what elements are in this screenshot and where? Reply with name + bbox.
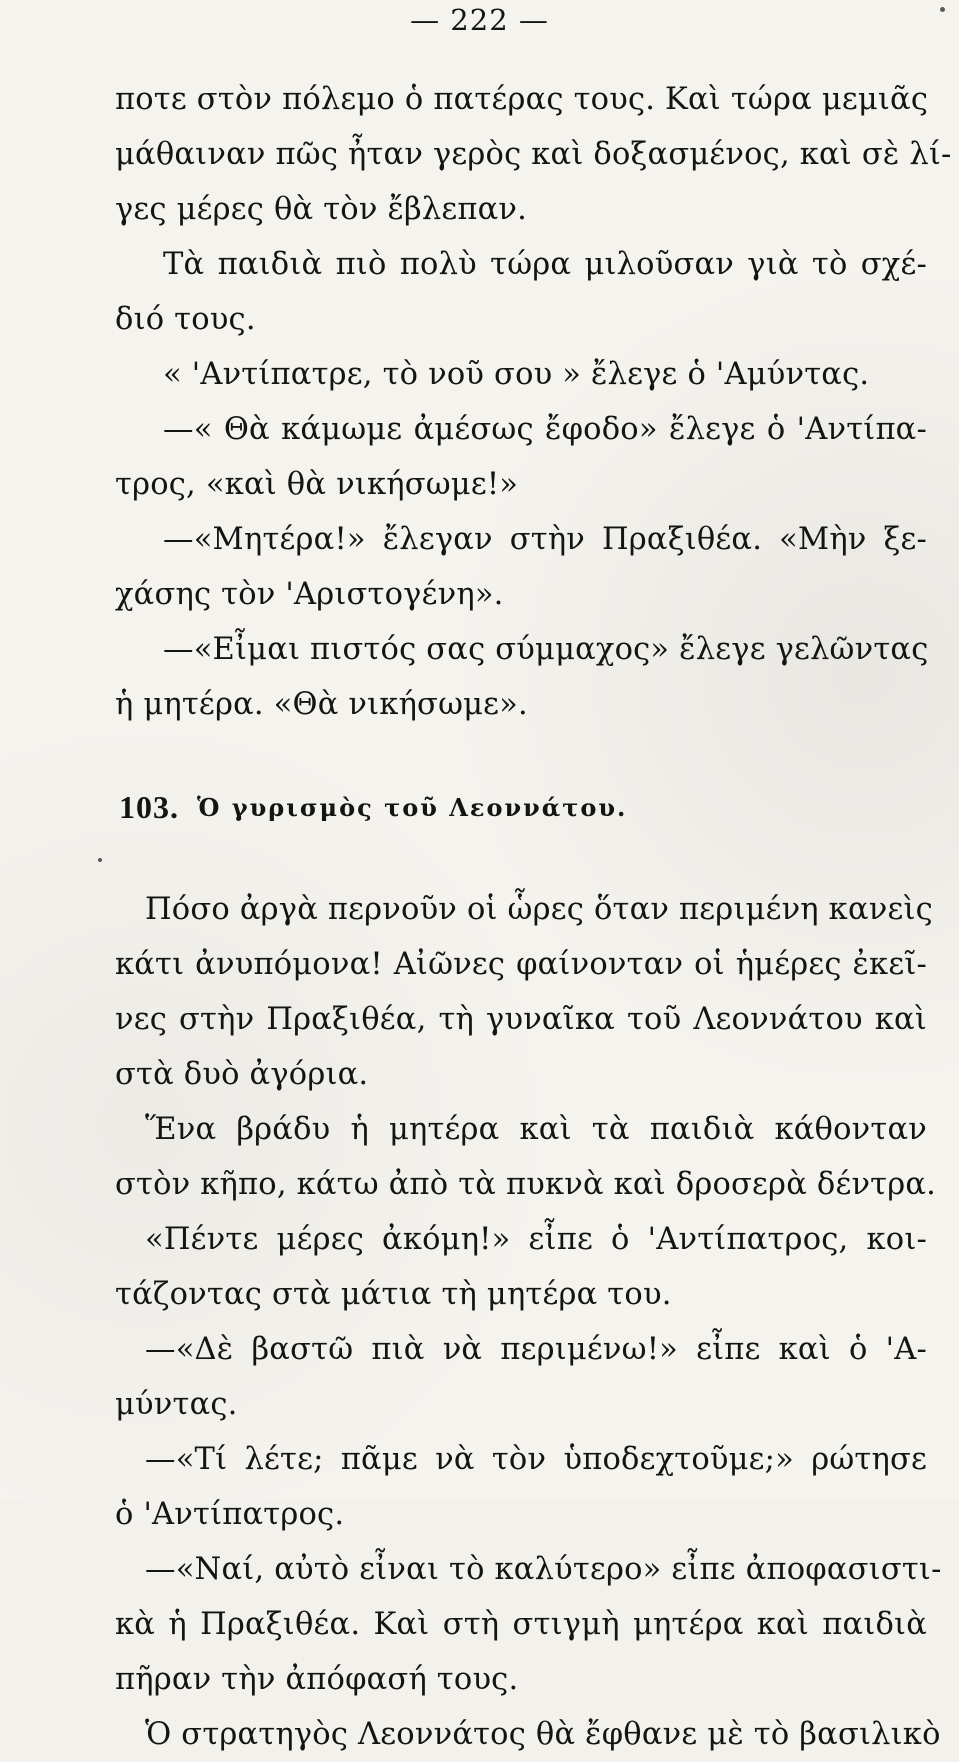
text-line: Πόσο ἀργὰ περνοῦν οἱ ὧρες ὅταν περιμένη κανεὶς [145,892,933,927]
text-line: —«Εἶμαι πιστός σας σύμμαχος» ἔλεγε γελῶντας [163,632,929,667]
text-line: κὰ ἡ Πραξιθέα. Καὶ στὴ στιγμὴ μητέρα καὶ παιδιὰ [115,1607,927,1642]
text-line: ὁ 'Αντίπατρος. [115,1497,345,1532]
text-line: « 'Αντίπατρε, τὸ νοῦ σου » ἔλεγε ὁ 'Αμύντας. [163,357,870,392]
text-line: διό τους. [115,302,256,337]
text-line: —«Τί λέτε; πᾶμε νὰ τὸν ὑποδεχτοῦμε;» ρώτησε [145,1442,927,1477]
text-line: —«Ναί, αὐτὸ εἶναι τὸ καλύτερο» εἶπε ἀποφασιστι- [145,1552,942,1587]
text-line: τρος, «καὶ θὰ νικήσωμε!» [115,467,519,502]
text-line: πῆραν τὴν ἀπόφασή τους. [115,1662,519,1697]
page-body [115,72,952,1762]
text-line: —«Δὲ βαστῶ πιὰ νὰ περιμένω!» εἶπε καὶ ὁ 'Α- [145,1332,927,1367]
text-line: ἡ μητέρα. «Θὰ νικήσωμε». [115,687,528,722]
section-number: 103. [119,788,179,825]
text-line: χάσης τὸν 'Αριστογένη». [115,577,504,612]
section-heading [115,732,927,882]
text-line: νες στὴν Πραξιθέα, τὴ γυναῖκα τοῦ Λεοννάτου καὶ [115,1002,927,1037]
text-line: Ὁ στρατηγὸς Λεοννάτος θὰ ἔφθανε μὲ τὸ βασιλικὸ [145,1717,941,1752]
text-line: —« Θὰ κάμωμε ἀμέσως ἔφοδο» ἔλεγε ὁ 'Αντίπα- [163,412,927,447]
text-line: «Πέντε μέρες ἀκόμη!» εἶπε ὁ 'Αντίπατρος, κοι- [145,1222,927,1257]
text-line: μύντας. [115,1387,238,1422]
print-speck [940,7,945,12]
text-line: τάζοντας στὰ μάτια τὴ μητέρα του. [115,1277,672,1312]
text-line: —«Μητέρα!» ἔλεγαν στὴν Πραξιθέα. «Μὴν ξε- [163,522,927,557]
text-line: μάθαιναν πῶς ἦταν γερὸς καὶ δοξασμένος, καὶ σὲ λί- [115,137,952,172]
text-line: γες μέρες θὰ τὸν ἔβλεπαν. [115,192,528,227]
text-line: στὰ δυὸ ἀγόρια. [115,1057,369,1092]
text-line: κάτι ἀνυπόμονα! Αἰῶνες φαίνονταν οἱ ἡμέρες ἐκεῖ- [115,947,927,982]
page-number: — 222 — [410,3,549,37]
text-line: Τὰ παιδιὰ πιὸ πολὺ τώρα μιλοῦσαν γιὰ τὸ σχέ- [163,247,927,282]
text-line: Ἕνα βράδυ ἡ μητέρα καὶ τὰ παιδιὰ κάθονταν [145,1112,927,1147]
section-title: Ὁ γυρισμὸς τοῦ Λεοννάτου. [197,792,628,822]
print-speck [98,858,102,862]
text-line: στὸν κῆπο, κάτω ἀπὸ τὰ πυκνὰ καὶ δροσερὰ δέντρα. [115,1167,937,1202]
text-line: ποτε στὸν πόλεμο ὁ πατέρας τους. Καὶ τώρα μεμιᾶς [115,82,929,117]
